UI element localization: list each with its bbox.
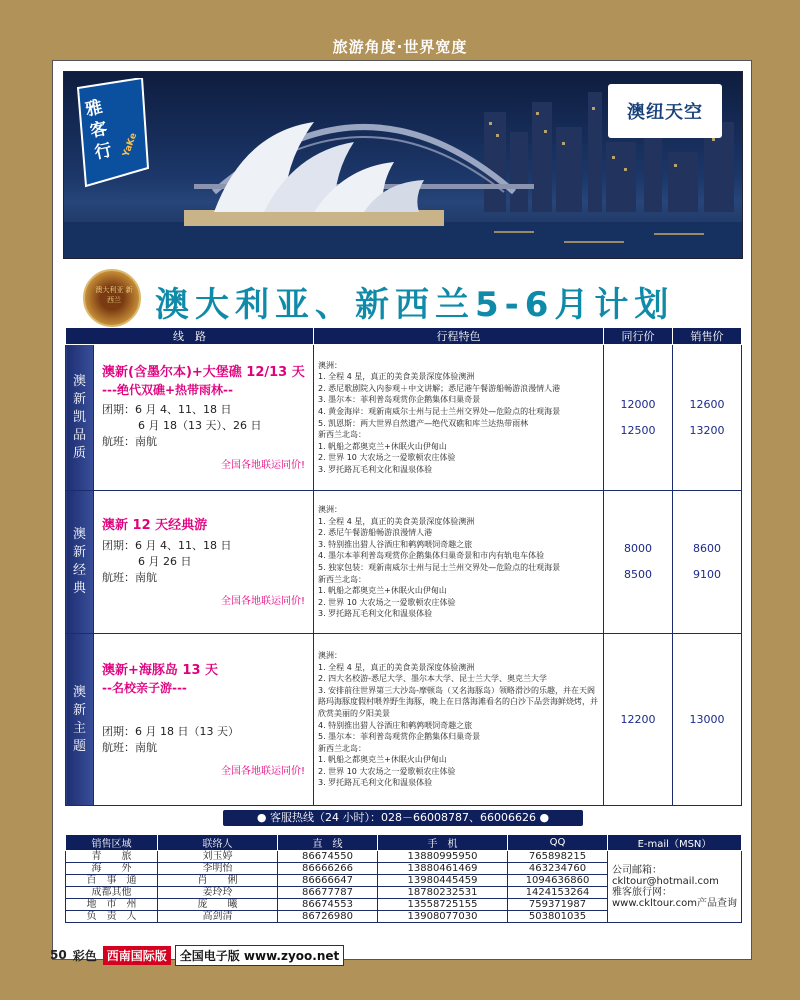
route-subtitle: ---绝代双礁+热带雨林-- — [102, 383, 233, 397]
company-email[interactable]: ckltour@hotmail.com — [612, 875, 719, 887]
route-name: 澳新 12 天经典游 — [102, 518, 208, 533]
company-contact-info — [608, 851, 742, 923]
seal-text: 澳大利亚 新西兰 — [95, 286, 133, 304]
peer-price: 12000 — [620, 397, 656, 411]
flight-info: 航班：南航 — [102, 571, 157, 584]
group-dates-2: 6 月 18（13 天）、26 日 — [138, 419, 262, 432]
peer-price-cell — [604, 345, 673, 491]
mail-label: 公司邮箱： — [612, 864, 662, 876]
category-label: 澳新经典 — [66, 491, 94, 634]
header-peer-price: 同行价 — [604, 328, 673, 345]
detail-cell: 澳洲： 1. 全程 4 星，真正的美食美景深度体验澳洲 2. 悉尼午餐游船畅游浪漫情人港 3. 特别推出猎人谷酒庄和鹌鹑喂饲奇趣之旅 4. 墨尔本菲利普岛观赏你企鹅集体归巢奇景和市内有轨电车体验 5. 独家包装：观新南威尔士州与昆士兰州交界处—危险点的壮观海景 新西兰北岛： 1. 帆船之都奥克兰+休眠火山伊甸山 2. 世界 10 大农场之一爱歌顿农庄体验 3. 罗托路瓦毛利文化和温泉体验 — [314, 491, 604, 634]
header-qq: QQ — [508, 835, 608, 851]
table-row — [66, 345, 742, 491]
hero-banner — [63, 71, 743, 259]
header-route: 线 路 — [66, 328, 314, 345]
peer-price-cell — [604, 491, 673, 634]
detail-cell: 澳洲： 1. 全程 4 星，真正的美食美景深度体验澳洲 2. 四大名校游-悉尼大学、墨尔本大学、昆士兰大学、奥克兰大学 3. 安排前往世界第三大沙岛-摩顿岛（又名海豚岛）领略滑沙的乐趣，并在天阁路玛海豚度假村喂养野生海豚，晚上在日落海滩看名的白沙下品尝海鲜烧烤，并欣赏美丽的夕阳美景 4. 特别推出猎人谷酒庄和鹌鹑喂饲奇趣之旅 5. 墨尔本：菲利普岛观赏你企鹅集体归巢奇景 新西兰北岛： 1. 帆船之都奥克兰+休眠火山伊甸山 2. 世界 10 大农场之一爱歌顿农庄体验 3. 罗托路瓦毛利文化和温泉体验 — [314, 634, 604, 806]
route-note: 全国各地联运同价! — [220, 460, 305, 471]
category-label: 澳新凯品质 — [66, 345, 94, 491]
page-title: 澳大利亚、新西兰5-6月计划 — [155, 285, 675, 325]
table-row: 负 责 人 高剑清 86726980 13908077030 503801035 — [66, 911, 742, 923]
page-number: 50 — [50, 948, 67, 962]
seal-emblem — [83, 269, 141, 327]
route-cell — [94, 634, 314, 806]
table-row: 海 外 李明怡 86666266 13880461469 463234760 — [66, 863, 742, 875]
peer-price: 8000 — [624, 542, 652, 555]
logo-text: 雅客行 — [83, 97, 114, 164]
sale-price-cell — [673, 634, 742, 806]
yake-logo — [72, 78, 150, 188]
header-email: E-mail（MSN） — [608, 835, 742, 851]
header-phone: 直 线 — [278, 835, 378, 851]
routes-header-row — [66, 328, 742, 345]
route-name: 澳新(含墨尔本)+大堡礁 12/13 天 — [102, 365, 305, 380]
company-website[interactable]: www.ckltour.com产品查询 — [612, 897, 737, 909]
contacts-table — [65, 834, 742, 923]
route-cell — [94, 345, 314, 491]
route-note: 全国各地联运同价! — [220, 766, 305, 777]
header-mobile: 手 机 — [378, 835, 508, 851]
logo-sub: YaKe — [121, 131, 140, 159]
page-slogan: 旅游角度·世界宽度 — [332, 38, 468, 56]
peer-price: 12200 — [620, 712, 656, 726]
group-dates-2: 6 月 26 日 — [138, 555, 192, 568]
sale-price: 8600 — [693, 542, 721, 555]
customer-hotline: ● 客服热线（24 小时）：028－66008787、66006626 ● — [223, 810, 583, 826]
table-row: 地 市 州 庞 曦 86674553 13558725155 759371987 — [66, 899, 742, 911]
flight-info: 航班：南航 — [102, 435, 157, 448]
detail-cell: 澳洲： 1. 全程 4 星，真正的美食美景深度体验澳洲 2. 悉尼歌剧院入内参观＋中文讲解；悉尼港午餐游船畅游浪漫情人港 3. 墨尔本：菲利普岛观赏你企鹅集体归巢奇景 4. 黄金海岸：观新南威尔士州与昆士兰州交界处—危险点的壮观海景 5. 凯恩斯：两大世界自然遗产—绝代双礁和库兰达热带雨林 新西兰北岛： 1. 帆船之都奥克兰+休眠火山伊甸山 2. 世界 10 大农场之一爱歌顿农庄体验 3. 罗托路瓦毛利文化和温泉体验 — [314, 345, 604, 491]
peer-price: 8500 — [624, 568, 652, 581]
table-row — [66, 491, 742, 634]
route-note: 全国各地联运同价! — [220, 596, 305, 607]
color-tag: 彩色 — [72, 948, 97, 963]
sale-price-cell — [673, 491, 742, 634]
peer-price: 12500 — [620, 423, 656, 437]
table-row: 成都其他 姜玲玲 86677787 18780232531 1424153264 — [66, 887, 742, 899]
edition-badge: 西南国际版 — [103, 946, 171, 965]
table-row — [66, 634, 742, 806]
title-row — [83, 269, 733, 329]
sale-price: 12600 — [689, 397, 725, 411]
header-features: 行程特色 — [314, 328, 604, 345]
edition-web-badge[interactable]: 全国电子版 www.zyoo.net — [175, 945, 345, 966]
web-label: 雅客旅行网： — [612, 886, 672, 898]
group-dates: 团期：6 月 18 日（13 天） — [102, 725, 239, 738]
routes-table — [65, 327, 742, 806]
header-contact: 联络人 — [158, 835, 278, 851]
route-cell — [94, 491, 314, 634]
flight-info: 航班：南航 — [102, 741, 157, 754]
page-frame — [52, 60, 752, 960]
brand-name: 澳纽天空 — [627, 102, 703, 123]
route-subtitle: --名校亲子游--- — [102, 681, 187, 695]
sale-price: 9100 — [693, 568, 721, 581]
brand-box — [608, 84, 722, 138]
sale-price: 13200 — [689, 423, 725, 437]
group-dates: 团期：6 月 4、11、18 日 — [102, 403, 232, 416]
contacts-header-row — [66, 835, 742, 851]
header-sale-price: 销售价 — [673, 328, 742, 345]
page-footer — [50, 945, 344, 965]
sale-price: 13000 — [689, 712, 725, 726]
route-name: 澳新+海豚岛 13 天 — [102, 663, 219, 678]
category-label: 澳新主题 — [66, 634, 94, 806]
peer-price-cell — [604, 634, 673, 806]
sale-price-cell — [673, 345, 742, 491]
table-row: 百 事 通 肖 俐 86666647 13980445459 1094636860 — [66, 875, 742, 887]
table-row: 青 旅 刘玉婷 86674550 13880995950 765898215 公司邮箱： ckltour@hotmail.com 雅客旅行网： www.ckltour.com产品查询 — [66, 851, 742, 863]
group-dates: 团期：6 月 4、11、18 日 — [102, 539, 232, 552]
header-region: 销售区域 — [66, 835, 158, 851]
